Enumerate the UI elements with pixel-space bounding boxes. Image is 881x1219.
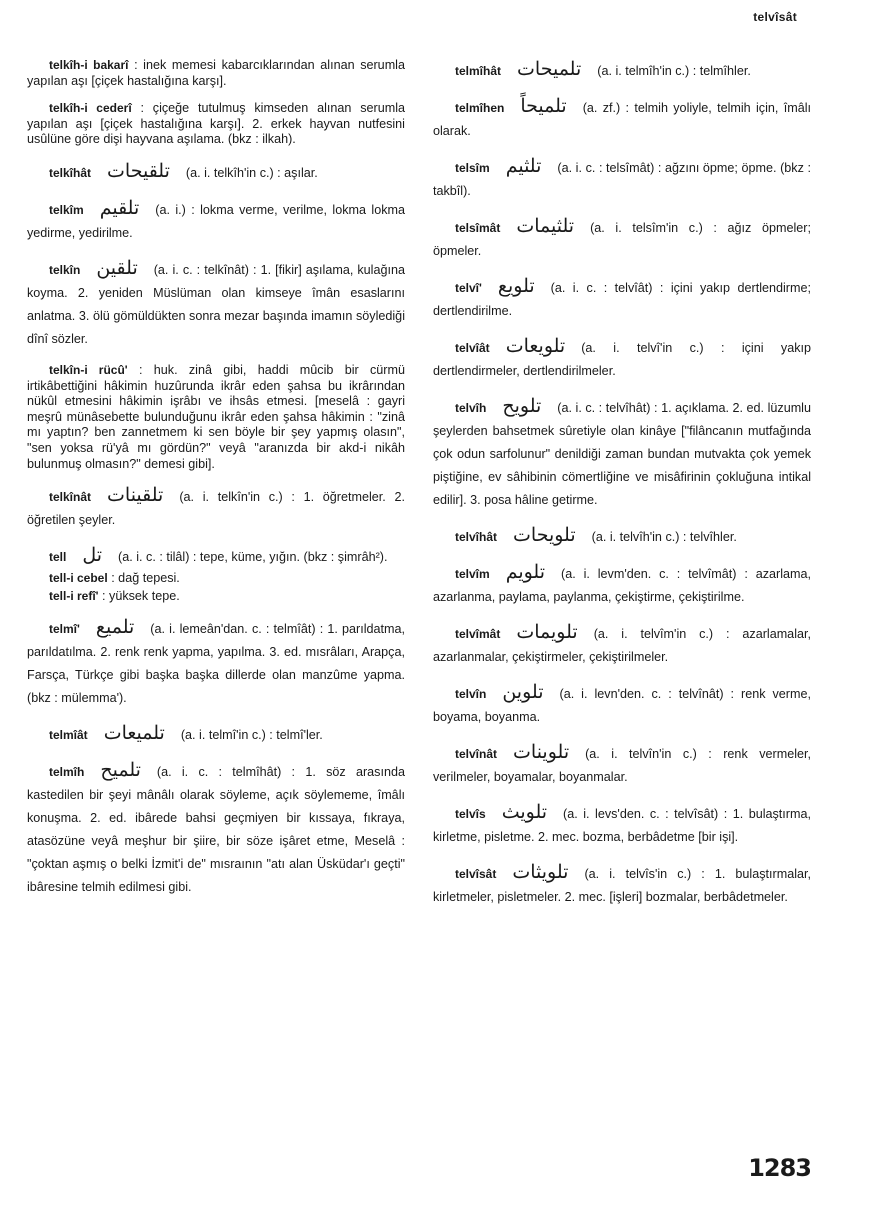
entry-definition: (a. zf.) : telmih yoliyle, telmih için, îmâlı olarak.	[433, 101, 811, 138]
running-head: telvîsât	[753, 10, 797, 24]
entry-headword: telkîn	[49, 262, 81, 277]
entry-definition: (a. i. c. : telvîhât) : 1. açıklama. 2. ed. lüzumlu şeylerden bahsetmek sûretiyle olan kinâye ["filâncanın mutfağında çok odun sarfolunur" denildiği zaman bundan mutvakta çok yemek piştiğine, ev sâhibinin cömertliğine ve misâfirinin çokluğuna intikal edilir]. 3. posa hâline getirme.	[433, 401, 811, 507]
entry-definition: (a. i. c. : tilâl) : tepe, küme, yığın. (bkz : şimrâh²).	[118, 550, 388, 565]
entry-headword: telmîhen	[455, 101, 505, 115]
dictionary-entry	[27, 101, 405, 148]
entry-headword: telvî'	[455, 281, 482, 295]
entry-headword: telsîm	[455, 161, 490, 175]
entry-headword: telvîsât	[455, 867, 497, 881]
entry-definition: (a. i. telvî'in c.) : içini yakıp dertlendirmeler, dertlendirilmeler.	[433, 341, 811, 378]
dictionary-entry	[27, 722, 405, 747]
dictionary-entry	[27, 544, 405, 569]
entry-headword: telvîs	[455, 807, 486, 821]
entry-arabic-script: تلقينات	[107, 484, 164, 507]
entry-arabic-script: تلميح	[100, 759, 141, 782]
dictionary-entry	[27, 197, 405, 245]
entry-headword: telkînât	[49, 490, 92, 505]
entry-definition: (a. i. levn'den. c. : telvînât) : renk verme, boyama, boyanma.	[433, 687, 811, 724]
entry-headword: telkîm	[49, 202, 84, 217]
entry-arabic-script: تلقين	[96, 256, 138, 279]
dictionary-entry	[433, 801, 811, 849]
entry-headword: telvîmât	[455, 627, 501, 641]
dictionary-entry	[433, 335, 811, 383]
entry-arabic-script: تلثيم	[505, 155, 542, 177]
entry-definition: (a. i. levm'den. c. : telvîmât) : azarlama, azarlanma, paylama, paylanma, çekiştirme, çekiştirilme.	[433, 567, 811, 604]
dictionary-entry	[27, 257, 405, 351]
entry-arabic-script: تلقيحات	[107, 159, 170, 182]
entry-definition: (a. i. telmî'in c.) : telmî'ler.	[180, 728, 323, 743]
entry-headword: telvîh	[455, 401, 487, 415]
dictionary-entry	[433, 58, 811, 83]
entry-definition: : çiçeğe tutulmuş kimseden alınan serumla yapılan aşı [çiçek hastalığına karşı]. 2. erkek hayvan nutfesini usûlüne göre dişi hayvana aşılama. (bkz : ilkah).	[27, 101, 405, 147]
dictionary-entry	[27, 616, 405, 710]
dictionary-entry	[27, 759, 405, 899]
entry-arabic-script: تلويث	[501, 801, 548, 823]
entry-definition: (a. i. telvîm'in c.) : azarlamalar, azarlanmalar, çekiştirmeler, çekiştirilmeler.	[433, 627, 811, 664]
page-number: 1283	[748, 1154, 811, 1182]
dictionary-entry	[27, 58, 405, 89]
entry-headword: telvîhât	[455, 530, 498, 544]
entry-headword: telmîhât	[455, 64, 502, 78]
entry-headword: telmîh	[49, 765, 85, 780]
dictionary-entry	[433, 395, 811, 512]
entry-arabic-script: تلويحات	[513, 524, 576, 546]
entry-definition: (a. i. c. : telkînât) : 1. [fikir] aşılama, kulağına koyma. 2. yeniden Müslüman olan kimseye îmân esaslarını anlatma. 3. ölü gömüldükten sonra mezar başında imamın söylediği dînî sözler.	[27, 262, 405, 346]
entry-arabic-script: تلويثات	[512, 861, 569, 883]
entry-arabic-script: تلويعات	[505, 335, 566, 357]
entry-headword: telkîh-i bakarî	[49, 58, 129, 72]
entry-headword: telvînât	[455, 747, 498, 761]
entry-arabic-script: تلميعات	[103, 722, 165, 745]
entry-arabic-script: تلثيمات	[516, 215, 575, 237]
dictionary-entry	[27, 484, 405, 532]
dictionary-entry	[433, 155, 811, 203]
entry-arabic-script: تلوين	[502, 681, 544, 703]
entry-definition: (a. i.) : lokma verme, verilme, lokma lokma yedirme, yedirilme.	[27, 202, 405, 240]
entry-definition: (a. i. telmîh'in c.) : telmîhler.	[597, 64, 751, 78]
dictionary-entry	[27, 571, 405, 587]
entry-arabic-script: تلميحاً	[520, 95, 567, 117]
entry-definition: : yüksek tepe.	[102, 588, 180, 603]
dictionary-entry	[433, 215, 811, 263]
dictionary-entry	[27, 160, 405, 185]
dictionary-entry	[27, 363, 405, 472]
entry-definition: (a. i. telvîn'in c.) : renk vermeler, verilmeler, boyamalar, boyanmalar.	[433, 747, 811, 784]
dictionary-entry	[433, 275, 811, 323]
entry-arabic-script: تلقيم	[99, 196, 140, 219]
entry-definition: (a. i. telsîm'in c.) : ağız öpmeler; öpmeler.	[433, 221, 811, 258]
entry-headword: telvîn	[455, 687, 487, 701]
entry-definition: (a. i. c. : telsîmât) : ağzını öpme; öpme. (bkz : takbîl).	[433, 161, 811, 198]
left-column	[27, 58, 405, 911]
entry-definition: (a. i. telvîs'in c.) : 1. bulaştırmalar, kirletmeler, pisletmeler. 2. mec. [işleri] bozmalar, berbâdetmeler.	[433, 867, 811, 904]
entry-headword: telmîât	[49, 728, 88, 743]
dictionary-entry	[433, 621, 811, 669]
entry-arabic-script: تلويع	[497, 275, 535, 297]
entry-headword: telvîât	[455, 341, 490, 355]
dictionary-entry	[433, 861, 811, 909]
entry-definition: : inek memesi kabarcıklarından alınan serumla yapılan aşı [çiçek hastalığına karşı].	[27, 58, 405, 88]
entry-headword: telmî'	[49, 622, 80, 637]
dictionary-entry	[27, 589, 405, 605]
entry-headword: tell-i refî'	[49, 588, 99, 603]
entry-headword: telvîm	[455, 567, 490, 581]
entry-headword: telkîh-i cederî	[49, 101, 132, 116]
right-column	[433, 58, 811, 921]
entry-definition: : dağ tepesi.	[111, 571, 180, 586]
entry-definition: (a. i. levs'den. c. : telvîsât) : 1. bulaştırma, kirletme, pisletme. 2. mec. bozma, berbâdetme [bir işi].	[433, 807, 811, 844]
entry-definition: (a. i. telkîn'in c.) : 1. öğretmeler. 2. öğretilen şeyler.	[27, 490, 405, 528]
entry-headword: tell	[49, 550, 67, 565]
dictionary-entry	[433, 681, 811, 729]
entry-arabic-script: تلويم	[505, 561, 546, 583]
entry-headword: telkîn-i rücû'	[49, 362, 128, 377]
entry-definition: (a. i. telvîh'in c.) : telvîhler.	[591, 530, 737, 544]
entry-arabic-script: تل	[82, 544, 103, 567]
entry-headword: telsîmât	[455, 221, 501, 235]
dictionary-entry	[433, 741, 811, 789]
entry-arabic-script: تلميع	[95, 616, 135, 639]
entry-arabic-script: تلوينات	[513, 741, 570, 763]
entry-definition: (a. i. telkîh'in c.) : aşılar.	[185, 165, 318, 180]
entry-definition: (a. i. c. : telmîhât) : 1. söz arasında kastedilen bir şeyi mânâlı olarak söyleme, açık söylememe, îmâlı konuşma. 2. ed. ibârede bahsi geçmiyen bir kıssaya, fıkraya, atasözüne veyâ meşhur bir şiire, bir söze işâret etme, Meselâ : "çoktan aşmış o belki İzmit'i de" mısraının "atı alan Üsküdar'ı geçti" ibâresine telmih edilmesi gibi.	[27, 765, 405, 895]
entry-definition: (a. i. lemeân'dan. c. : telmîât) : 1. parıldatma, parıldatılma. 2. renk renk yapma, yapılma. 3. ed. mısrâları, Arapça, Farsça, Türkçe gibi başka başka dillerde olan manzûme yapma. (bkz : mülemma').	[27, 622, 405, 706]
entry-headword: telkîhât	[49, 165, 92, 180]
entry-arabic-script: تلويح	[502, 395, 542, 417]
dictionary-entry	[433, 95, 811, 143]
entry-definition: : huk. zinâ gibi, haddi mûcib bir cürmü irtikâbettiğini hâkimin huzûrunda ikrâr eden şahsa bu ikrârından nükûl etmesini hâkimin işrâbı ve ihsâs etmesi. [meselâ : gayri meşrû münâsebette bulunduğunu ikrâr eden şahsa hâkimin : "zinâ mı yaptın? ben zannetmem ki sen böyle bir şey yapmış olasın", "sen yoksa rü'yâ mı gördün?" veyâ "aranızda bir akd-i nikâh bulunmuş olmasın?" demesi gibi].	[27, 362, 405, 471]
entry-arabic-script: تلميحات	[517, 58, 582, 80]
entry-headword: tell-i cebel	[49, 571, 108, 586]
entry-definition: (a. i. c. : telvîât) : içini yakıp dertlendirme; dertlendirilme.	[433, 281, 811, 318]
entry-arabic-script: تلويمات	[516, 621, 578, 643]
dictionary-entry	[433, 524, 811, 549]
dictionary-entry	[433, 561, 811, 609]
